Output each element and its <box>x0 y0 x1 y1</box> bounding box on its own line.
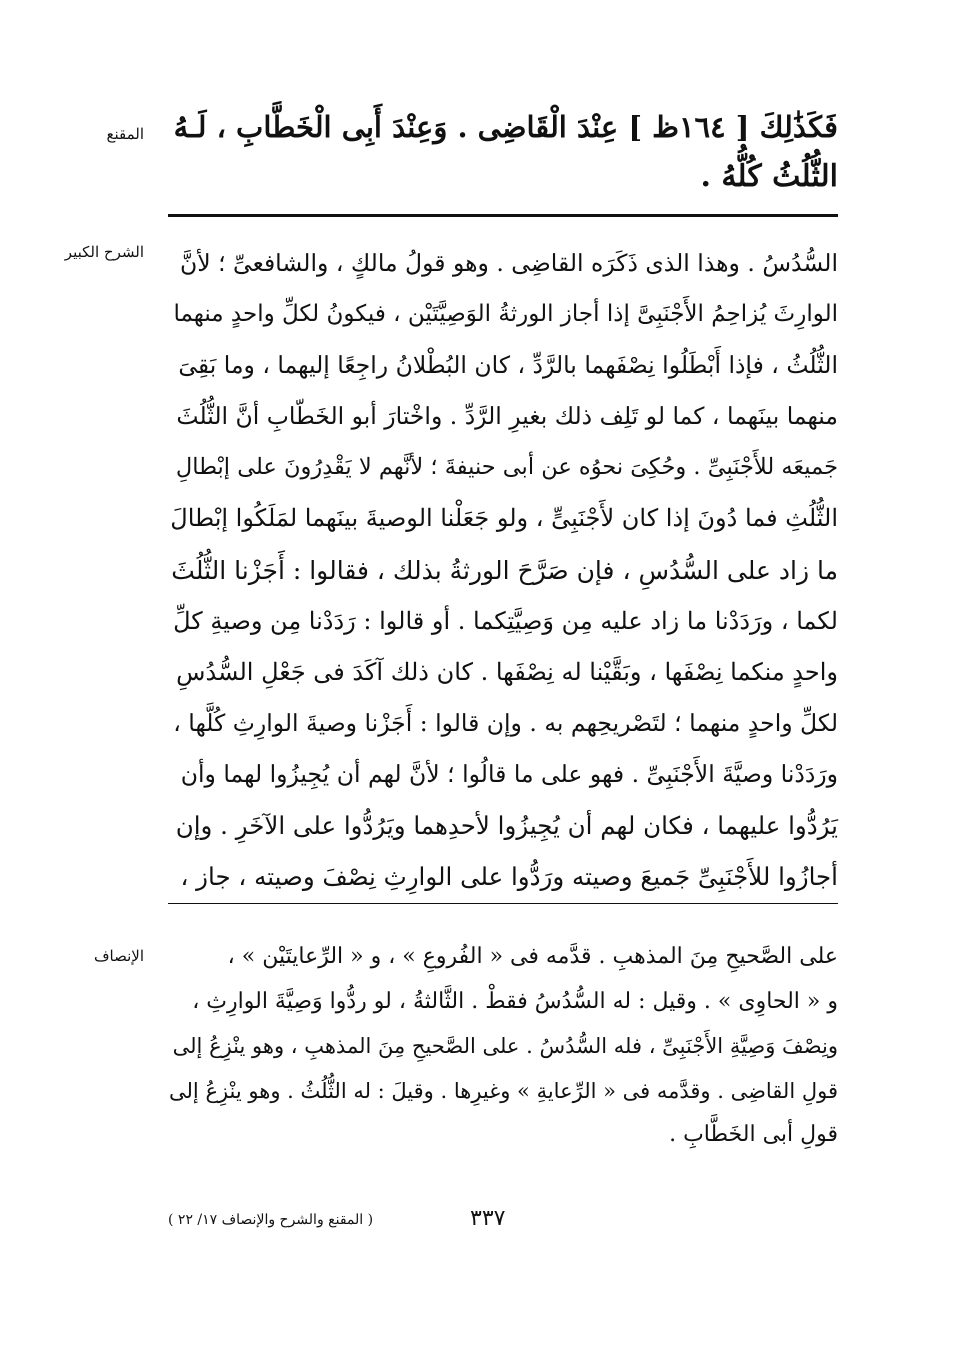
muqni-section-label: المقنع <box>106 125 144 143</box>
sharh-line: السُّدُسُ . وهذا الذى ذَكَرَه القاضِى . وهو قولُ مالكٍ ، والشافعىِّ ؛ لأنَّ <box>179 249 838 277</box>
sharh-text-block <box>168 238 838 902</box>
insaf-line: ونِصْفَ وَصِيَّةِ الأَجْنَبِىِّ ، فله السُّدُسُ . على الصَّحيحِ مِنَ المذهبِ ، وهو ينْزِعُ إلى <box>172 1034 838 1058</box>
sharh-line: واحدٍ منكما نِصْفَها ، وبَقَّيْنا له نِصْفَها . كان ذلك آكَدَ فى جَعْلِ السُّدُسِ <box>176 657 838 686</box>
section-divider-thin <box>168 903 838 904</box>
insaf-text-block <box>168 935 838 1158</box>
sharh-line: ما زاد على السُّدُسِ ، فإن صَرَّحَ الورثةُ بذلك ، فقالوا : أَجَزْنا الثُّلُثَ <box>171 555 838 585</box>
sharh-line: جَميعَه للأَجْنَبِىِّ . وحُكِىَ نحوُه عن أبى حنيفةَ ؛ لأنَّهم لا يَقْدِرُونَ على إبْطالِ <box>175 454 838 481</box>
sharh-line: أجازُوا للأَجْنَبِىِّ جَميعَ وصيته ورَدُّوا على الوارِثِ نِصْفَ وصيته ، جاز ، <box>180 862 838 892</box>
insaf-line: قولِ أبى الخَطَّابِ . <box>669 1122 838 1147</box>
muqni-text-block <box>168 102 838 202</box>
sharh-line: لكما ، ورَدَدْنا ما زاد عليه مِن وَصِيَّتِكما . أو قالوا : رَدَدْنا مِن وصيةِ كلِّ <box>173 606 838 635</box>
sharh-line: الثُّلُثِ فما دُونَ إذا كان لأَجْنَبِىٍّ ، ولو جَعَلْنا الوصيةَ بينَهما لمَلَكُوا إبْطالَ <box>170 504 838 533</box>
muqni-line: الثُّلُثُ كُلُّهُ . <box>700 159 838 194</box>
sharh-line: منهما بينَهما ، كما لو تَلِف ذلك بغيرِ الرَّدِّ . واخْتارَ أبو الخَطّابِ أنَّ الثُّلُثَ <box>176 402 838 431</box>
sharh-line: لكلِّ واحدٍ منهما ؛ لتَصْريحِهم به . وإن قالوا : أَجَزْنا وصيةَ الوارِثِ كُلَّها ، <box>173 708 838 737</box>
section-divider-thick <box>168 214 838 217</box>
page-number: ٣٣٧ <box>470 1206 506 1231</box>
insaf-line: على الصَّحيحِ مِنَ المذهبِ . قدَّمه فى « الفُروعِ » ، و « الرِّعايتَيْن » ، <box>227 944 838 969</box>
muqni-line: فَكَذَٰلِكَ [ ١٦٤ظ ] عِنْدَ الْقَاضِى . وَعِنْدَ أَبِى الْخَطَّابِ ، لَـهُ <box>173 110 838 144</box>
insaf-line: قولِ القاضِى . وقدَّمه فى « الرِّعايةِ » وغيرِها . وقيلَ : له الثُّلُثُ . وهو ينْزِعُ إلى <box>169 1078 838 1103</box>
insaf-section-label: الإنصاف <box>93 947 144 965</box>
sharh-line: ورَدَدْنا وصيَّةَ الأَجْنَبِىِّ . فهو على ما قالُوا ؛ لأنَّ لهم أن يُجِيزُوا لهما وأن <box>180 759 838 788</box>
sharh-line: يَرُدُّوا عليهما ، فكان لهم أن يُجِيزُوا لأحدِهما ويَرُدُّوا على الآخَرِ . وإن <box>175 811 838 841</box>
source-note: ( المقنع والشرح والإنصاف ١٧/ ٢٢ ) <box>168 1212 374 1228</box>
sharh-line: الثُّلُثُ ، فإذا أَبْطَلُوا نِصْفَهما بالرَّدِّ ، كان البُطْلانُ راجِعًا إليهما ، وما بَقِىَ <box>178 351 838 380</box>
insaf-line: و « الحاوِى » . وقيل : له السُّدُسُ فقطْ . الثَّالثةُ ، لو ردُّوا وَصِيَّةَ الوارِثِ ، <box>192 988 838 1014</box>
sharh-section-label: الشرح الكبير <box>64 243 144 261</box>
sharh-line: الوارِثَ يُزاحِمُ الأَجْنَبِىَّ إذا أجاز الورثةُ الوَصِيَّتَيْن ، فيكونُ لكلِّ واحدٍ منهما <box>173 301 838 328</box>
